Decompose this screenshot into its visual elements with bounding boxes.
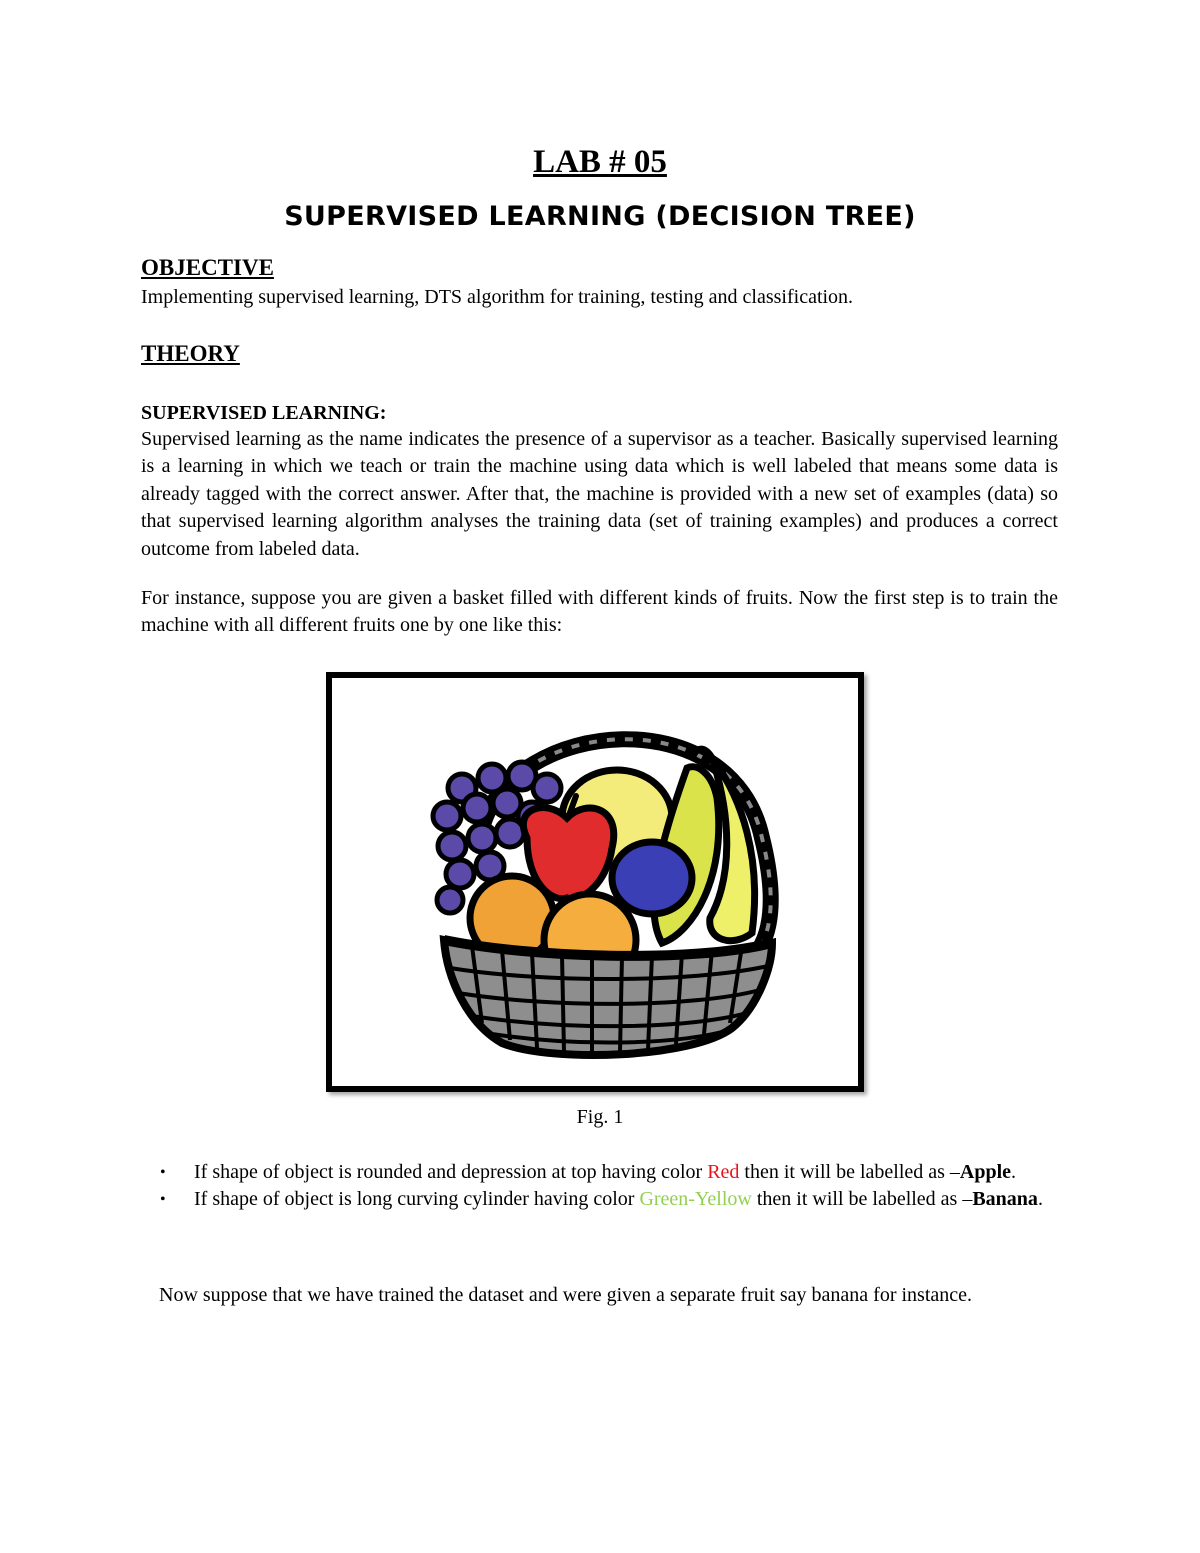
basket-icon xyxy=(444,940,772,1055)
theory-paragraph-1: Supervised learning as the name indicates the presence of a supervisor as a teacher. Basically supervised learning is a learning in which we teach or train the machine using data which is well labeled that means some data is already tagged with the correct answer. After that, the machine is provided with a new set of examples (data) so that supervised learning algorithm analyses the training data (set of training examples) and produces a correct outcome from labeled data. xyxy=(141,428,1058,560)
theory-paragraph-2: For instance, suppose you are given a basket filled with different kinds of fruits. Now the first step is to train the machine with all different fruits one by one like this: xyxy=(141,587,1058,637)
objective-heading: OBJECTIVE xyxy=(141,255,274,280)
fruit-basket-figure xyxy=(326,672,864,1092)
bullet-icon: • xyxy=(160,1191,166,1208)
theory-heading: THEORY xyxy=(141,341,240,366)
page-subtitle: SUPERVISED LEARNING (DECISION TREE) xyxy=(284,201,916,232)
color-word-red: Red xyxy=(707,1161,740,1183)
list-item: • If shape of object is long curving cylinder having color Green-Yellow then it will be labelled as –Banana. xyxy=(160,1186,1058,1213)
closing-paragraph: Now suppose that we have trained the dataset and were given a separate fruit say banana for instance. xyxy=(159,1284,973,1306)
bullet-list xyxy=(160,1159,1058,1213)
list-item: • If shape of object is rounded and depression at top having color Red then it will be labelled as –Apple. xyxy=(160,1159,1058,1186)
label-banana: Banana xyxy=(972,1188,1038,1210)
figure-caption: Fig. 1 xyxy=(576,1106,624,1128)
color-word-green-yellow: Green-Yellow xyxy=(639,1188,752,1210)
page-title: LAB # 05 xyxy=(533,144,667,180)
label-apple: Apple xyxy=(959,1161,1012,1183)
supervised-learning-subheading: SUPERVISED LEARNING: xyxy=(141,402,387,424)
objective-text: Implementing supervised learning, DTS algorithm for training, testing and classification. xyxy=(141,286,854,308)
bullet-icon: • xyxy=(160,1164,166,1181)
plum-icon xyxy=(612,842,692,914)
fruit-basket-illustration xyxy=(332,678,858,1086)
